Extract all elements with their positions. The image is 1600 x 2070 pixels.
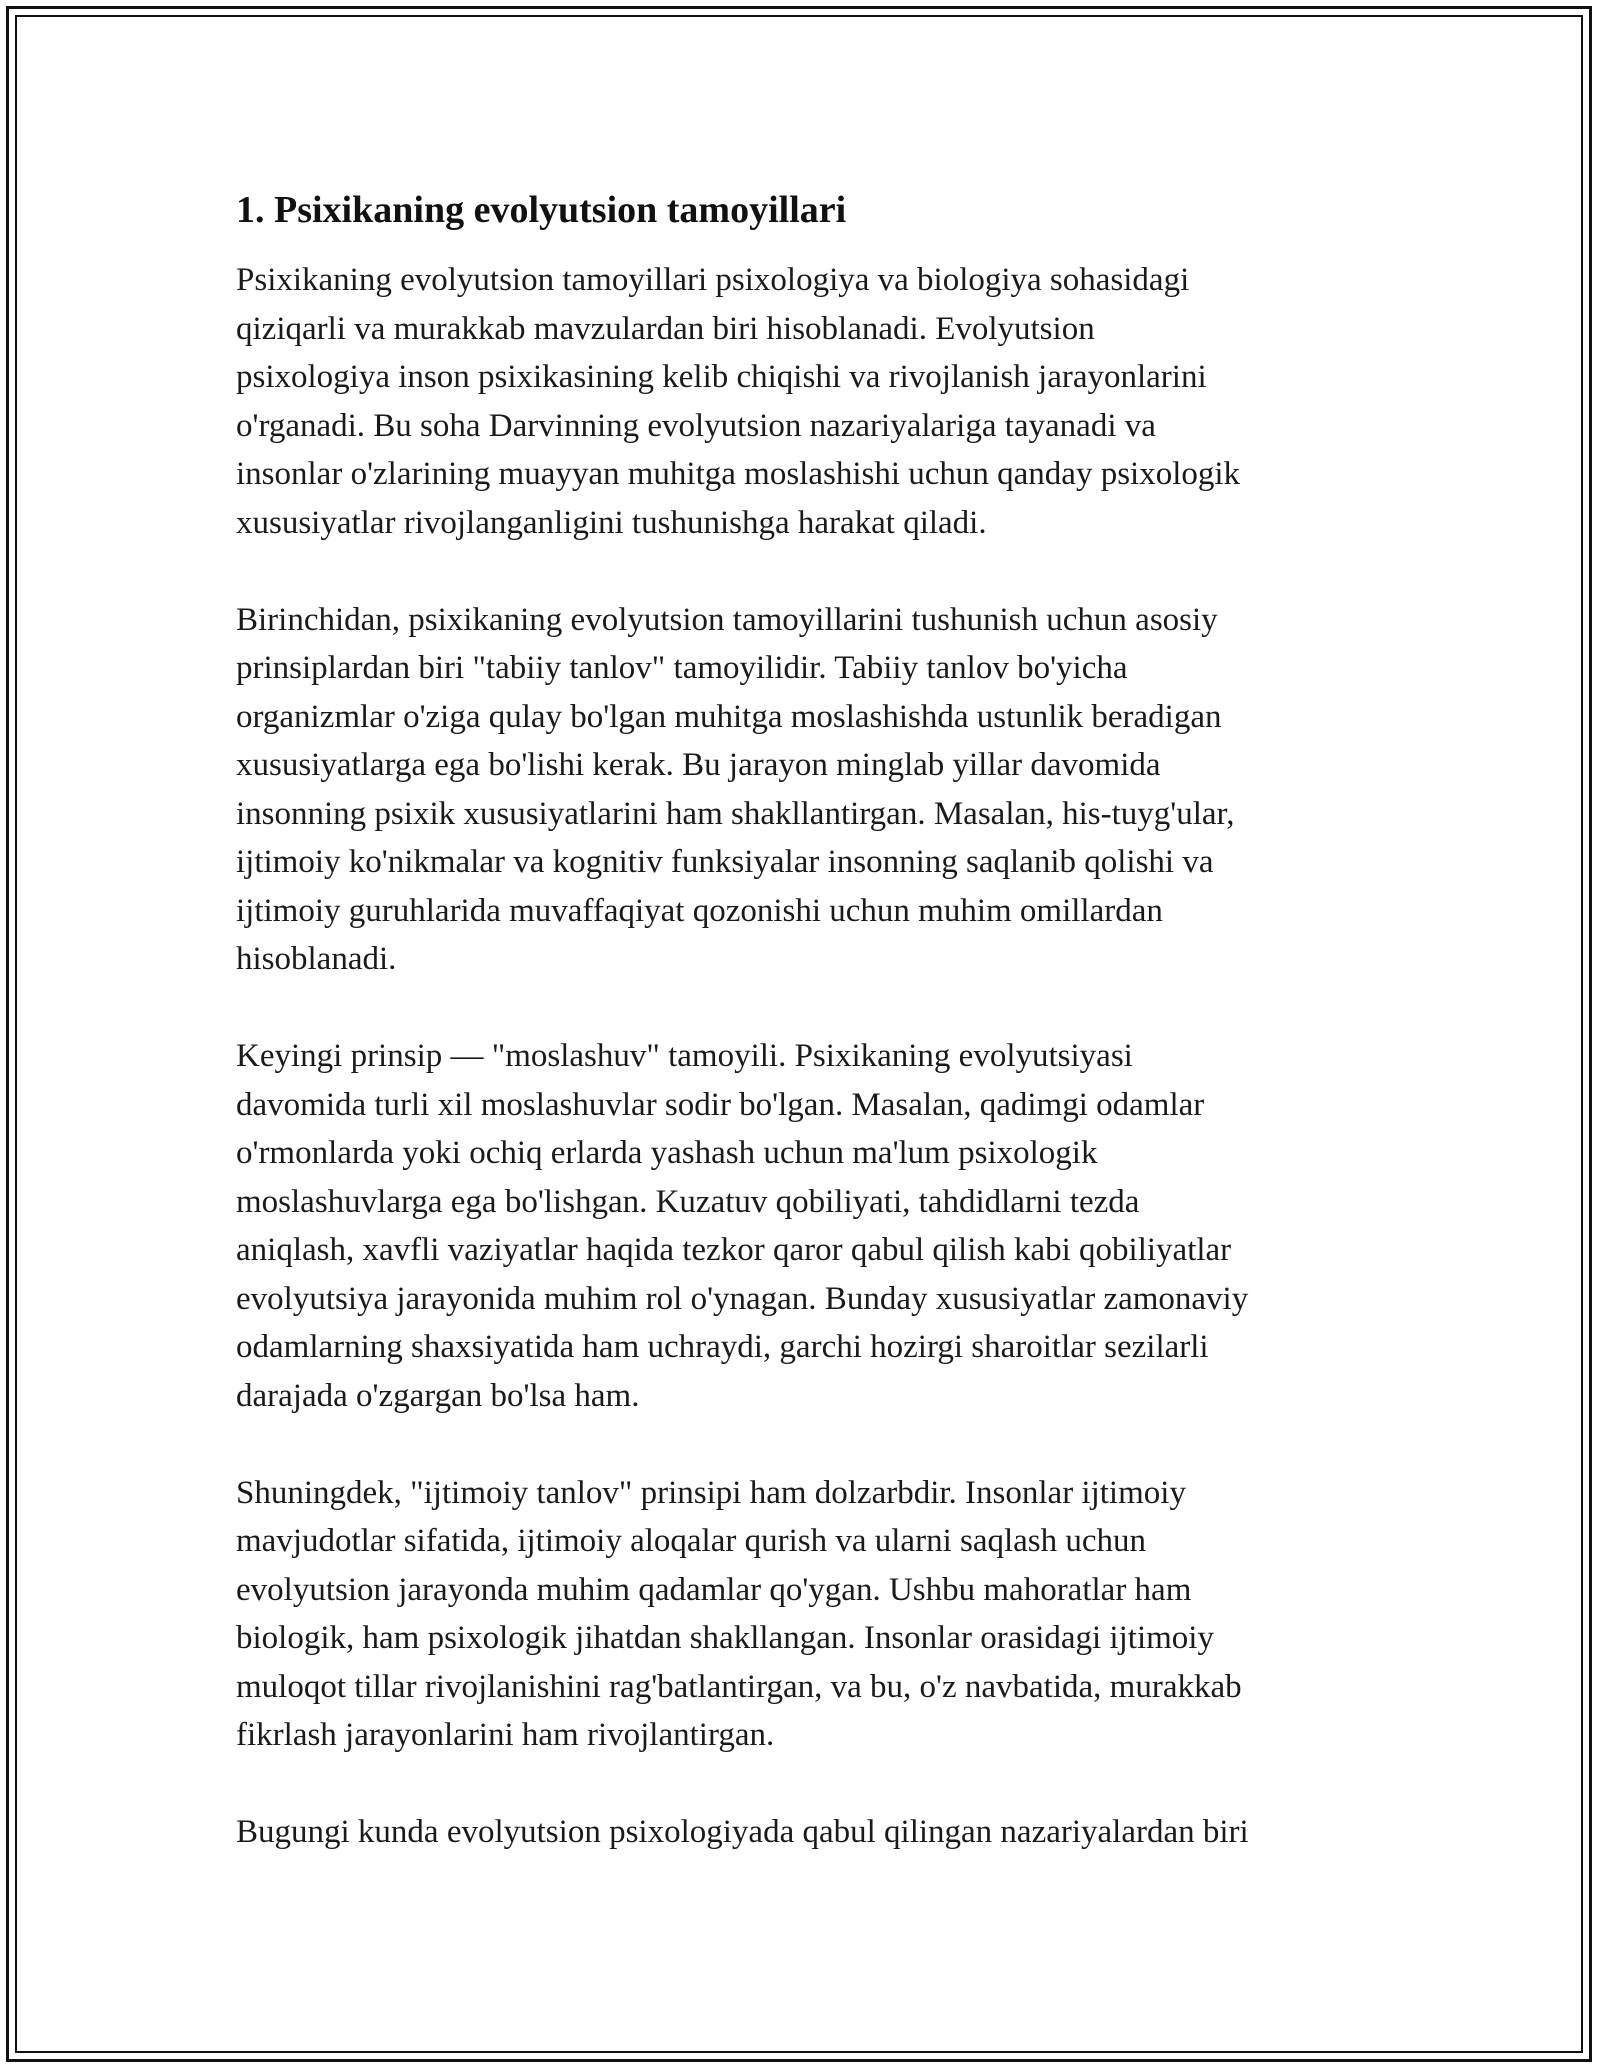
text-line: Birinchidan, psixikaning evolyutsion tamoyillarini tushunish uchun asosiy	[236, 601, 1218, 638]
paragraph-modern-theories	[236, 1808, 1366, 1857]
text-line: prinsiplardan biri "tabiiy tanlov" tamoyilidir. Tabiiy tanlov bo'yicha	[236, 650, 1128, 686]
text-line: ijtimoiy ko'nikmalar va kognitiv funksiyalar insonning saqlanib qolishi va	[236, 844, 1214, 880]
text-line: Keyingi prinsip — "moslashuv" tamoyili. Psixikaning evolyutsiyasi	[236, 1038, 1133, 1074]
text-line: aniqlash, xavfli vaziyatlar haqida tezkor qaror qabul qilish kabi qobiliyatlar	[236, 1232, 1232, 1268]
text-line: Psixikaning evolyutsion tamoyillari psixologiya va biologiya sohasidagi	[236, 262, 1190, 298]
paragraph-intro	[236, 256, 1366, 547]
text-line: organizmlar o'ziga qulay bo'lgan muhitga moslashishda ustunlik beradigan	[236, 698, 1222, 735]
text-line: insonning psixik xususiyatlarini ham shakllantirgan. Masalan, his-tuyg'ular,	[236, 795, 1235, 832]
paragraph-social-selection	[236, 1469, 1366, 1760]
text-line: moslashuvlarga ega bo'lishgan. Kuzatuv qobiliyati, tahdidlarni tezda	[236, 1183, 1140, 1220]
text-line: odamlarning shaxsiyatida ham uchraydi, garchi hozirgi sharoitlar sezilarli	[236, 1329, 1209, 1365]
text-line: xususiyatlarga ega bo'lishi kerak. Bu jarayon minglab yillar davomida	[236, 747, 1161, 783]
text-line: evolyutsion jarayonda muhim qadamlar qo'ygan. Ushbu mahoratlar ham	[236, 1571, 1192, 1608]
text-line: ijtimoiy guruhlarida muvaffaqiyat qozonishi uchun muhim omillardan	[236, 892, 1163, 929]
text-line: fikrlash jarayonlarini ham rivojlantirgan.	[236, 1717, 775, 1753]
text-line: o'rmonlarda yoki ochiq erlarda yashash uchun ma'lum psixologik	[236, 1135, 1098, 1171]
paragraph-adaptation	[236, 1032, 1366, 1420]
text-line: davomida turli xil moslashuvlar sodir bo'lgan. Masalan, qadimgi odamlar	[236, 1086, 1205, 1123]
text-line: biologik, ham psixologik jihatdan shakllangan. Insonlar orasidagi ijtimoiy	[236, 1620, 1214, 1656]
text-line: psixologiya inson psixikasining kelib chiqishi va rivojlanish jarayonlarini	[236, 359, 1207, 395]
text-line: o'rganadi. Bu soha Darvinning evolyutsion nazariyalariga tayanadi va	[236, 407, 1156, 444]
document-body	[236, 186, 1366, 1905]
text-line: xususiyatlar rivojlanganligini tushunishga harakat qiladi.	[236, 504, 987, 541]
text-line: darajada o'zgargan bo'lsa ham.	[236, 1377, 640, 1414]
text-line: qiziqarli va murakkab mavzulardan biri hisoblanadi. Evolyutsion	[236, 310, 1095, 347]
text-line: muloqot tillar rivojlanishini rag'batlantirgan, va bu, o'z navbatida, murakkab	[236, 1668, 1242, 1705]
paragraph-natural-selection	[236, 596, 1366, 984]
text-line: Shuningdek, "ijtimoiy tanlov" prinsipi ham dolzarbdir. Insonlar ijtimoiy	[236, 1474, 1186, 1511]
text-line: mavjudotlar sifatida, ijtimoiy aloqalar qurish va ularni saqlash uchun	[236, 1523, 1147, 1559]
text-line: hisoblanadi.	[236, 941, 397, 977]
text-line: insonlar o'zlarining muayyan muhitga moslashishi uchun qanday psixologik	[236, 456, 1241, 492]
section-heading: 1. Psixikaning evolyutsion tamoyillari	[236, 189, 847, 231]
text-line: Bugungi kunda evolyutsion psixologiyada qabul qilingan nazariyalardan biri	[236, 1814, 1249, 1850]
text-line: evolyutsiya jarayonida muhim rol o'ynagan. Bunday xususiyatlar zamonaviy	[236, 1280, 1249, 1317]
